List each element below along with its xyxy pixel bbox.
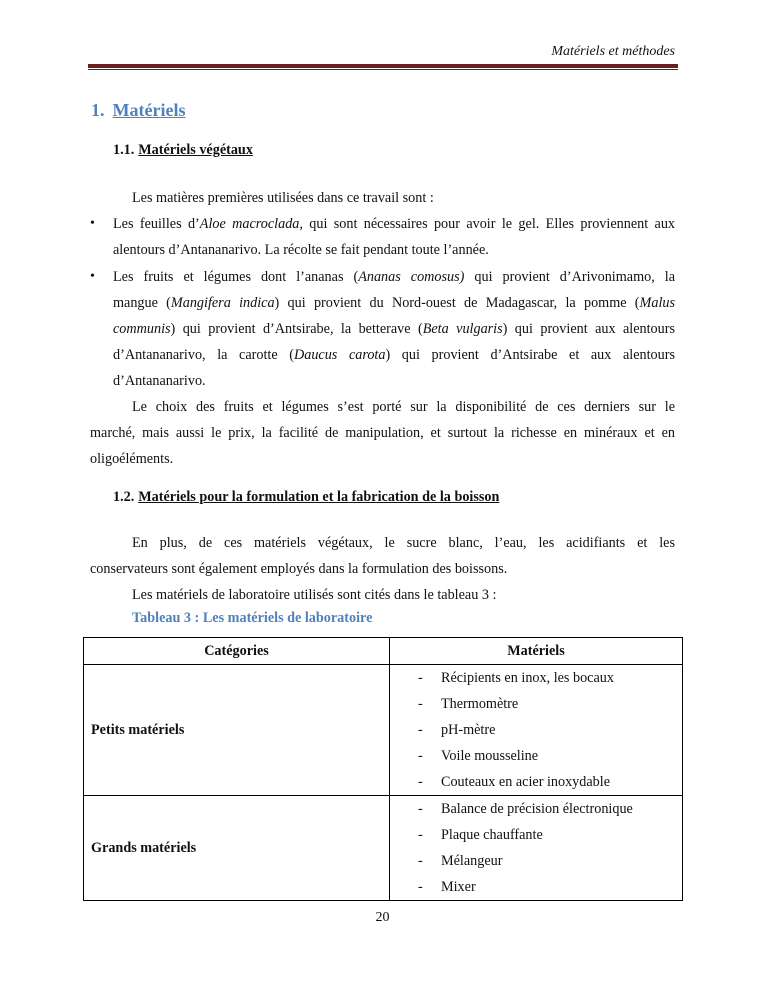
labo-paragraph: Les matériels de laboratoire utilisés sont cités dans le tableau 3 : [132,587,497,603]
subsection-heading-1-2 [113,489,499,506]
list-item: - Thermomètre [390,691,682,717]
choice-paragraph-line3: oligoéléments. [90,451,174,467]
list-item: - pH-mètre [390,717,682,743]
running-header: Matériels et méthodes [551,44,675,59]
header-materials: Matériels [390,638,683,665]
header-categories: Catégories [84,638,390,665]
dash-marker: - [418,696,423,712]
subsection-number: 1.2. [113,489,135,505]
table-caption: Tableau 3 : Les matériels de laboratoire [132,610,373,626]
items-cell [390,796,683,901]
choice-paragraph-line1: Le choix des fruits et légumes s’est porté sur la disponibilité de ces derniers sur le [132,399,675,415]
subsection-number: 1.1. [113,142,135,158]
table-row [84,796,683,901]
header-rule-thin [88,69,678,70]
bullet1-line2: alentours d’Antananarivo. La récolte se fait pendant toute l’année. [113,242,489,258]
category-cell: Grands matériels [84,796,390,901]
bullet2-line3: communis) qui provient d’Antsirabe, la betterave (Beta vulgaris) qui provient aux alentours [113,321,675,337]
bullet-icon: • [90,216,95,231]
header-rule-thick [88,64,678,68]
dash-marker: - [418,827,423,843]
bullet1-line1: Les feuilles d’Aloe macroclada, qui sont nécessaires pour avoir le gel. Elles proviennent aux [113,216,676,232]
table-header-row [84,638,683,665]
subsection-title: Matériels pour la formulation et la fabrication de la boisson [138,489,500,505]
choice-paragraph-line2: marché, mais aussi le prix, la facilité de manipulation, et surtout la richesse en minéraux et en [90,425,675,441]
dash-marker: - [418,853,423,869]
section-heading [91,100,185,121]
bullet2-line1: Les fruits et légumes dont l’ananas (Ananas comosus) qui provient d’Arivonimamo, la [113,269,676,285]
section-title: Matériels [112,100,186,120]
bullet2-line4: d’Antananarivo, la carotte (Daucus carota) qui provient d’Antsirabe et aux alentours [113,347,675,363]
dash-marker: - [418,774,423,790]
dash-marker: - [418,879,423,895]
subsection-heading-1-1 [113,142,253,159]
list-item: - Mixer [390,874,682,900]
bullet2-line2: mangue (Mangifera indica) qui provient du Nord-ouest de Madagascar, la pomme (Malus [113,295,676,311]
table-row [84,665,683,796]
list-item: - Couteaux en acier inoxydable [390,769,682,795]
plus-paragraph-line2: conservateurs sont également employés dans la formulation des boissons. [90,561,508,577]
list-item: - Balance de précision électronique [390,796,682,822]
dash-marker: - [418,722,423,738]
dash-marker: - [418,670,423,686]
category-cell: Petits matériels [84,665,390,796]
list-item: - Mélangeur [390,848,682,874]
intro-paragraph: Les matières premières utilisées dans ce travail sont : [132,190,434,206]
subsection-title: Matériels végétaux [138,142,253,158]
dash-marker: - [418,801,423,817]
dash-marker: - [418,748,423,764]
materials-table [83,637,683,901]
section-number: 1. [91,100,105,120]
list-item: - Plaque chauffante [390,822,682,848]
items-cell [390,665,683,796]
list-item: - Voile mousseline [390,743,682,769]
plus-paragraph-line1: En plus, de ces matériels végétaux, le sucre blanc, l’eau, les acidifiants et les [132,535,675,551]
page-number: 20 [375,910,390,925]
list-item: - Récipients en inox, les bocaux [390,665,682,691]
bullet-icon: • [90,269,95,284]
bullet2-line5: d’Antananarivo. [113,373,206,389]
